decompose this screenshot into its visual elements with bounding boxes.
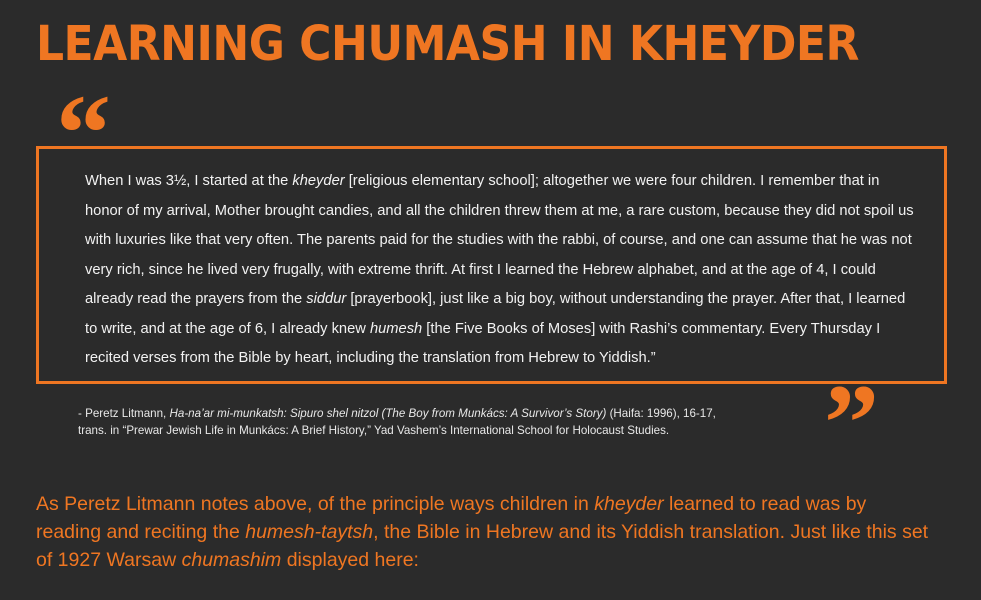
attribution-suffix: (Haifa: 1996), 16-17,	[606, 407, 716, 420]
quote-part-3: [prayerbook], just like a big boy, without understanding the prayer. After that, I learned to write, and at the age of 6, I already knew	[85, 291, 906, 337]
quote-part-2: [religious elementary school]; altogether we were four children. I remember that in honor of my arrival, Mother brought candies, and all the children threw them at me, a rare custom, because they did not spoil us with luxuries like that very often. The parents paid for the studies with the rabbi, of course, and one can assume that he was not very rich, since he lived very frugally, with extreme thrift. At first I learned the Hebrew alphabet, and at the age of 4, I could already read the prayers from the	[85, 173, 914, 307]
attribution-prefix: - Peretz Litmann,	[78, 407, 170, 420]
closing-part-2: learned to read was by reading and reciting the	[36, 493, 867, 543]
quote-italic-siddur: siddur	[306, 291, 347, 307]
quote-part-4: [the Five Books of Moses] with Rashi’s commentary. Every Thursday I recited verses from the Bible by heart, including the translation from Hebrew to Yiddish.”	[85, 320, 881, 366]
attribution-line-2: trans. in “Prewar Jewish Life in Munkács: A Brief History,” Yad Vashem’s International School for Holocaust Studies.	[78, 424, 670, 437]
quote-attribution	[78, 405, 838, 439]
quote-text	[85, 167, 915, 374]
closing-italic-kheyder: kheyder	[594, 493, 664, 515]
closing-part-1: As Peretz Litmann notes above, of the principle ways children in	[36, 493, 595, 515]
quote-box	[36, 146, 947, 384]
closing-part-3: , the Bible in Hebrew and its Yiddish translation. Just like this set of 1927 Warsaw	[36, 521, 929, 571]
quote-italic-humesh: humesh	[369, 320, 423, 337]
attribution-title-italic: Ha-na’ar mi-munkatsh: Sipuro shel nitzol (The Boy from Munkács: A Survivor’s Story)	[169, 407, 607, 420]
closing-paragraph	[36, 490, 936, 574]
page-title: LEARNING CHUMASH IN KHEYDER	[36, 16, 859, 72]
quote-close-icon: ”	[824, 362, 873, 484]
quote-italic-kheyder: kheyder	[292, 173, 345, 189]
closing-italic-humesh-taytsh: humesh-taytsh	[245, 521, 374, 543]
closing-part-4: displayed here:	[281, 549, 419, 571]
quote-part-1: When I was 3½, I started at the	[85, 173, 293, 189]
quote-open-icon: “	[56, 72, 105, 194]
closing-italic-chumashim: chumashim	[181, 549, 282, 571]
